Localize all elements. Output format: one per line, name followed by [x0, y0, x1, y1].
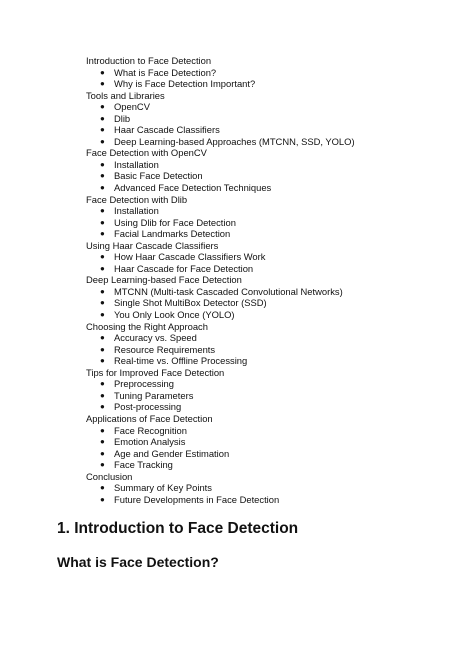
toc-subitem-label: Using Dlib for Face Detection: [114, 216, 236, 228]
toc-subitem-list: [86, 159, 466, 194]
bullet-icon: ●: [100, 494, 105, 504]
toc-section: [86, 413, 466, 471]
toc-subitem: [86, 425, 466, 437]
toc-subitem: [86, 482, 466, 494]
toc-section-title: Face Detection with Dlib: [86, 193, 188, 205]
bullet-icon: ●: [100, 483, 105, 493]
toc-subitem: [86, 251, 466, 263]
toc-subitem-list: [86, 425, 466, 471]
toc-subitem: [86, 78, 466, 90]
toc-subitem-label: Why is Face Detection Important?: [114, 78, 256, 90]
bullet-icon: ●: [100, 310, 105, 320]
toc-subitem-list: [86, 332, 466, 367]
bullet-icon: ●: [100, 263, 105, 273]
toc-section-title: Tools and Libraries: [86, 89, 165, 101]
bullet-icon: ●: [100, 217, 105, 227]
toc-subitem: [86, 228, 466, 240]
toc-subitem-label: Future Developments in Face Detection: [114, 493, 280, 505]
toc-subitem: [86, 459, 466, 471]
toc-section: [86, 240, 466, 275]
bullet-icon: ●: [100, 183, 105, 193]
toc-subitem: [86, 136, 466, 148]
subsection-heading: What is Face Detection?: [57, 554, 219, 570]
bullet-icon: ●: [100, 437, 105, 447]
bullet-icon: ●: [100, 390, 105, 400]
toc-subitem: [86, 67, 466, 79]
toc-subitem-label: OpenCV: [114, 101, 150, 113]
toc-section-title: Tips for Improved Face Detection: [86, 366, 225, 378]
bullet-icon: ●: [100, 206, 105, 216]
toc-subitem: [86, 101, 466, 113]
bullet-icon: ●: [100, 171, 105, 181]
toc-section-title: Using Haar Cascade Classifiers: [86, 239, 219, 251]
toc-subitem: [86, 448, 466, 460]
toc-subitem-label: Haar Cascade for Face Detection: [114, 262, 254, 274]
toc-subitem-label: You Only Look Once (YOLO): [114, 309, 235, 321]
bullet-icon: ●: [100, 159, 105, 169]
section-heading: 1. Introduction to Face Detection: [57, 520, 299, 537]
toc-subitem-label: Face Recognition: [114, 424, 187, 436]
toc-section: [86, 194, 466, 240]
toc-subitem: [86, 355, 466, 367]
bullet-icon: ●: [100, 79, 105, 89]
toc-subitem-label: Installation: [114, 158, 159, 170]
toc-subitem-label: Haar Cascade Classifiers: [114, 124, 220, 136]
toc-subitem: [86, 309, 466, 321]
toc-subitem: [86, 390, 466, 402]
toc-subitem-label: Preprocessing: [114, 378, 174, 390]
toc-subitem-label: Facial Landmarks Detection: [114, 228, 231, 240]
toc-subitem: [86, 170, 466, 182]
toc-section-title: Conclusion: [86, 470, 133, 482]
toc-subitem: [86, 263, 466, 275]
toc-subitem-label: Installation: [114, 205, 159, 217]
toc-subitem-label: How Haar Cascade Classifiers Work: [114, 251, 266, 263]
toc-section-title: Deep Learning-based Face Detection: [86, 274, 242, 286]
toc-subitem-label: Advanced Face Detection Techniques: [114, 182, 272, 194]
toc-subitem: [86, 401, 466, 413]
toc-section-title: Introduction to Face Detection: [86, 55, 212, 66]
toc-subitem: [86, 344, 466, 356]
toc-subitem-list: [86, 286, 466, 321]
toc-subitem-label: Accuracy vs. Speed: [114, 332, 197, 344]
bullet-icon: ●: [100, 333, 105, 343]
toc-subitem: [86, 217, 466, 229]
toc-subitem: [86, 159, 466, 171]
bullet-icon: ●: [100, 425, 105, 435]
toc-subitem-list: [86, 251, 466, 274]
toc-subitem-label: Age and Gender Estimation: [114, 447, 230, 459]
toc-subitem: [86, 205, 466, 217]
toc-subitem-label: Deep Learning-based Approaches (MTCNN, SSD, YOLO): [114, 135, 355, 147]
toc-subitem-label: Face Tracking: [114, 459, 173, 471]
toc-section: [86, 367, 466, 413]
toc-subitem-label: Basic Face Detection: [114, 170, 203, 182]
bullet-icon: ●: [100, 379, 105, 389]
toc-subitem: [86, 332, 466, 344]
toc-subitem: [86, 286, 466, 298]
toc-subitem: [86, 124, 466, 136]
toc-subitem-label: Dlib: [114, 112, 131, 124]
toc-subitem-list: [86, 378, 466, 413]
toc-subitem-label: Real-time vs. Offline Processing: [114, 355, 248, 367]
bullet-icon: ●: [100, 286, 105, 296]
toc-subitem: [86, 436, 466, 448]
bullet-icon: ●: [100, 252, 105, 262]
toc-section: [86, 471, 466, 506]
toc-section: [86, 55, 466, 90]
bullet-icon: ●: [100, 402, 105, 412]
toc-section-title: Applications of Face Detection: [86, 412, 213, 424]
toc-section: [86, 274, 466, 320]
toc-subitem-label: Tuning Parameters: [114, 389, 194, 401]
bullet-icon: ●: [100, 67, 105, 77]
bullet-icon: ●: [100, 102, 105, 112]
toc-section: [86, 90, 466, 148]
toc-subitem-label: Summary of Key Points: [114, 482, 212, 494]
toc-subitem: [86, 378, 466, 390]
toc-subitem-label: Emotion Analysis: [114, 436, 186, 448]
bullet-icon: ●: [100, 344, 105, 354]
toc-subitem: [86, 297, 466, 309]
bullet-icon: ●: [100, 298, 105, 308]
toc-subitem-label: MTCNN (Multi-task Cascaded Convolutional Networks): [114, 285, 343, 297]
bullet-icon: ●: [100, 229, 105, 239]
bullet-icon: ●: [100, 448, 105, 458]
toc-section: [86, 321, 466, 367]
toc-section-title: Choosing the Right Approach: [86, 320, 208, 332]
toc-subitem-list: [86, 101, 466, 147]
bullet-icon: ●: [100, 460, 105, 470]
toc-subitem-list: [86, 67, 466, 90]
bullet-icon: ●: [100, 356, 105, 366]
bullet-icon: ●: [100, 136, 105, 146]
toc-subitem-label: Single Shot MultiBox Detector (SSD): [114, 297, 267, 309]
toc-subitem-list: [86, 205, 466, 240]
toc-subitem: [86, 494, 466, 506]
bullet-icon: ●: [100, 125, 105, 135]
toc-section-title: Face Detection with OpenCV: [86, 147, 207, 159]
toc-subitem: [86, 182, 466, 194]
toc-subitem-list: [86, 482, 466, 505]
table-of-contents: [86, 55, 466, 505]
bullet-icon: ●: [100, 113, 105, 123]
toc-subitem-label: Resource Requirements: [114, 343, 216, 355]
toc-section: [86, 147, 466, 193]
toc-subitem: [86, 113, 466, 125]
toc-subitem-label: What is Face Detection?: [114, 66, 217, 78]
toc-subitem-label: Post-processing: [114, 401, 182, 413]
